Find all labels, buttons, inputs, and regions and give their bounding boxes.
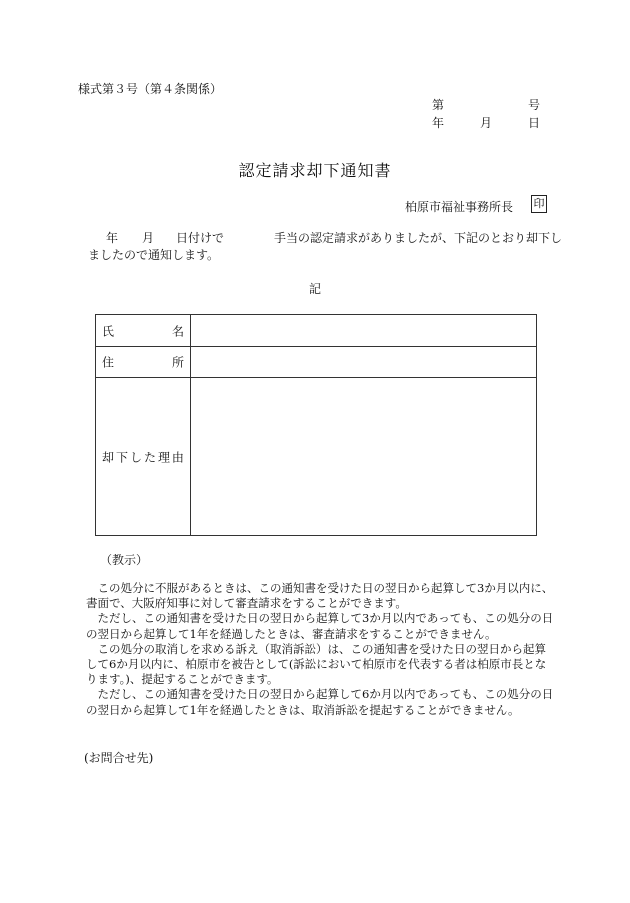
address-value-cell[interactable] (191, 347, 536, 377)
table-row-reason (96, 378, 536, 535)
issuer-name: 柏原市福祉事務所長 (405, 200, 514, 214)
notice-line: この処分に不服があるときは、この通知書を受けた日の翌日から起算して3か月以内に、 (86, 581, 554, 595)
date-year: 年 (432, 116, 445, 130)
notice-body (86, 581, 556, 718)
reason-label-char: 理 (157, 450, 170, 464)
contact-label: (お問合せ先) (84, 751, 154, 765)
reason-label-char: た (143, 450, 156, 464)
address-label-cell (96, 347, 191, 377)
notice-line: の翌日から起算して1年を経過したときは、取消訴訟を提起することができません。 (86, 702, 520, 717)
reason-value-cell[interactable] (191, 378, 536, 535)
notice-line: この処分の取消しを求める訴え（取消訴訟）は、この通知書を受けた日の翌日から起算 (86, 641, 546, 656)
table-row-name (96, 315, 536, 347)
name-value-cell[interactable] (191, 315, 536, 346)
address-label-char: 住 (102, 355, 115, 370)
name-label-char: 名 (171, 324, 184, 338)
intro-text: 手当の認定請求がありましたが、下記のとおり却下し (274, 231, 563, 245)
date-day: 日 (528, 116, 541, 130)
notice-line: の翌日から起算して1年を経過したときは、審査請求をすることができません。 (86, 626, 497, 641)
date-month: 月 (480, 116, 493, 130)
name-label-char: 氏 (102, 324, 115, 338)
intro-year: 年 (106, 231, 119, 245)
reason-label-char: 却 (102, 450, 115, 464)
notice-line: ただし、この通知書を受けた日の翌日から起算して3か月以内であっても、この処分の日 (86, 611, 554, 626)
address-label-char: 所 (171, 355, 184, 370)
intro-line-1 (84, 229, 563, 247)
seal-mark: 印 (531, 195, 547, 213)
table-row-address (96, 347, 536, 378)
reason-label-cell (96, 378, 191, 535)
reason-label-char: 下 (115, 450, 128, 464)
notice-line: ります。)、提起することができます。 (86, 672, 279, 687)
notice-line: ただし、この通知書を受けた日の翌日から起算して6か月以内であっても、この処分の日 (86, 687, 554, 702)
intro-date-suffix: 日付けで (176, 231, 225, 245)
number-suffix: 号 (528, 98, 541, 112)
reason-label-char: し (129, 450, 142, 464)
document-title: 認定請求却下通知書 (238, 161, 392, 180)
reason-label-char: 由 (171, 450, 184, 464)
intro-line-2: ましたので通知します。 (88, 248, 220, 262)
intro-month: 月 (142, 231, 155, 245)
notice-heading: （教示） (100, 553, 149, 567)
form-number-label: 様式第３号（第４条関係） (78, 82, 223, 96)
name-label-cell (96, 315, 191, 346)
notice-line: して6か月以内に、柏原市を被告として(訴訟において柏原市を代表する者は柏原市長とな (86, 657, 547, 672)
ki-heading: 記 (308, 282, 321, 296)
notice-line: 書面で、大阪府知事に対して審査請求をすることができます。 (86, 596, 407, 611)
rejection-details-table (95, 314, 537, 536)
number-prefix: 第 (432, 98, 445, 112)
